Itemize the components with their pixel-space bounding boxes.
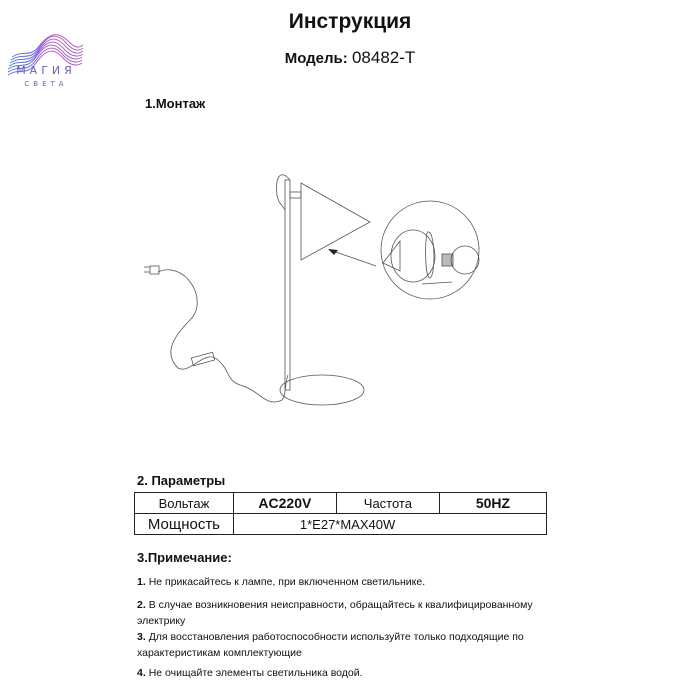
- voltage-value: AC220V: [233, 493, 336, 514]
- plug-icon: [144, 266, 159, 274]
- note-number: 4.: [137, 667, 146, 679]
- power-label: Мощность: [135, 514, 234, 535]
- note-number: 2.: [137, 599, 146, 611]
- power-cord: [144, 266, 288, 402]
- frequency-value: 50HZ: [439, 493, 546, 514]
- frequency-label: Частота: [336, 493, 439, 514]
- table-row: [135, 514, 547, 535]
- lamp-shade-icon: [290, 183, 370, 260]
- note-item: [137, 574, 567, 590]
- params-table: [134, 492, 547, 535]
- note-number: 1.: [137, 576, 146, 588]
- note-item: [137, 665, 567, 681]
- arrow-icon: [328, 249, 376, 266]
- brand-name: МАГИЯ: [16, 64, 76, 77]
- model-value: 08482-T: [351, 48, 416, 67]
- lamp-pole: [277, 175, 290, 390]
- note-number: 3.: [137, 631, 146, 643]
- power-value: 1*E27*MAX40W: [233, 514, 546, 535]
- note-text: Не прикасайтесь к лампе, при включенном светильнике.: [148, 576, 426, 588]
- model-line: [0, 48, 700, 68]
- model-label: Модель:: [284, 50, 348, 67]
- note-item: [137, 597, 567, 629]
- note-item: [137, 629, 567, 661]
- section-mount-title: 1.Монтаж: [145, 96, 206, 111]
- note-text: Для восстановления работоспособности используйте только подходящие по характеристикам комплектующие: [137, 631, 524, 659]
- bulb-detail-icon: [381, 201, 479, 299]
- section-notes-title: 3.Примечание:: [137, 550, 232, 565]
- lamp-assembly-diagram: [130, 160, 500, 420]
- note-text: В случае возникновения неисправности, обращайтесь к квалифицированному электрику: [137, 599, 533, 627]
- note-text: Не очищайте элементы светильника водой.: [148, 667, 363, 679]
- lamp-base: [280, 375, 364, 405]
- brand-subname: СВЕТА: [24, 80, 68, 88]
- section-params-title: 2. Параметры: [137, 473, 226, 488]
- voltage-label: Вольтаж: [135, 493, 234, 514]
- table-row: [135, 493, 547, 514]
- page-title: Инструкция: [288, 10, 412, 33]
